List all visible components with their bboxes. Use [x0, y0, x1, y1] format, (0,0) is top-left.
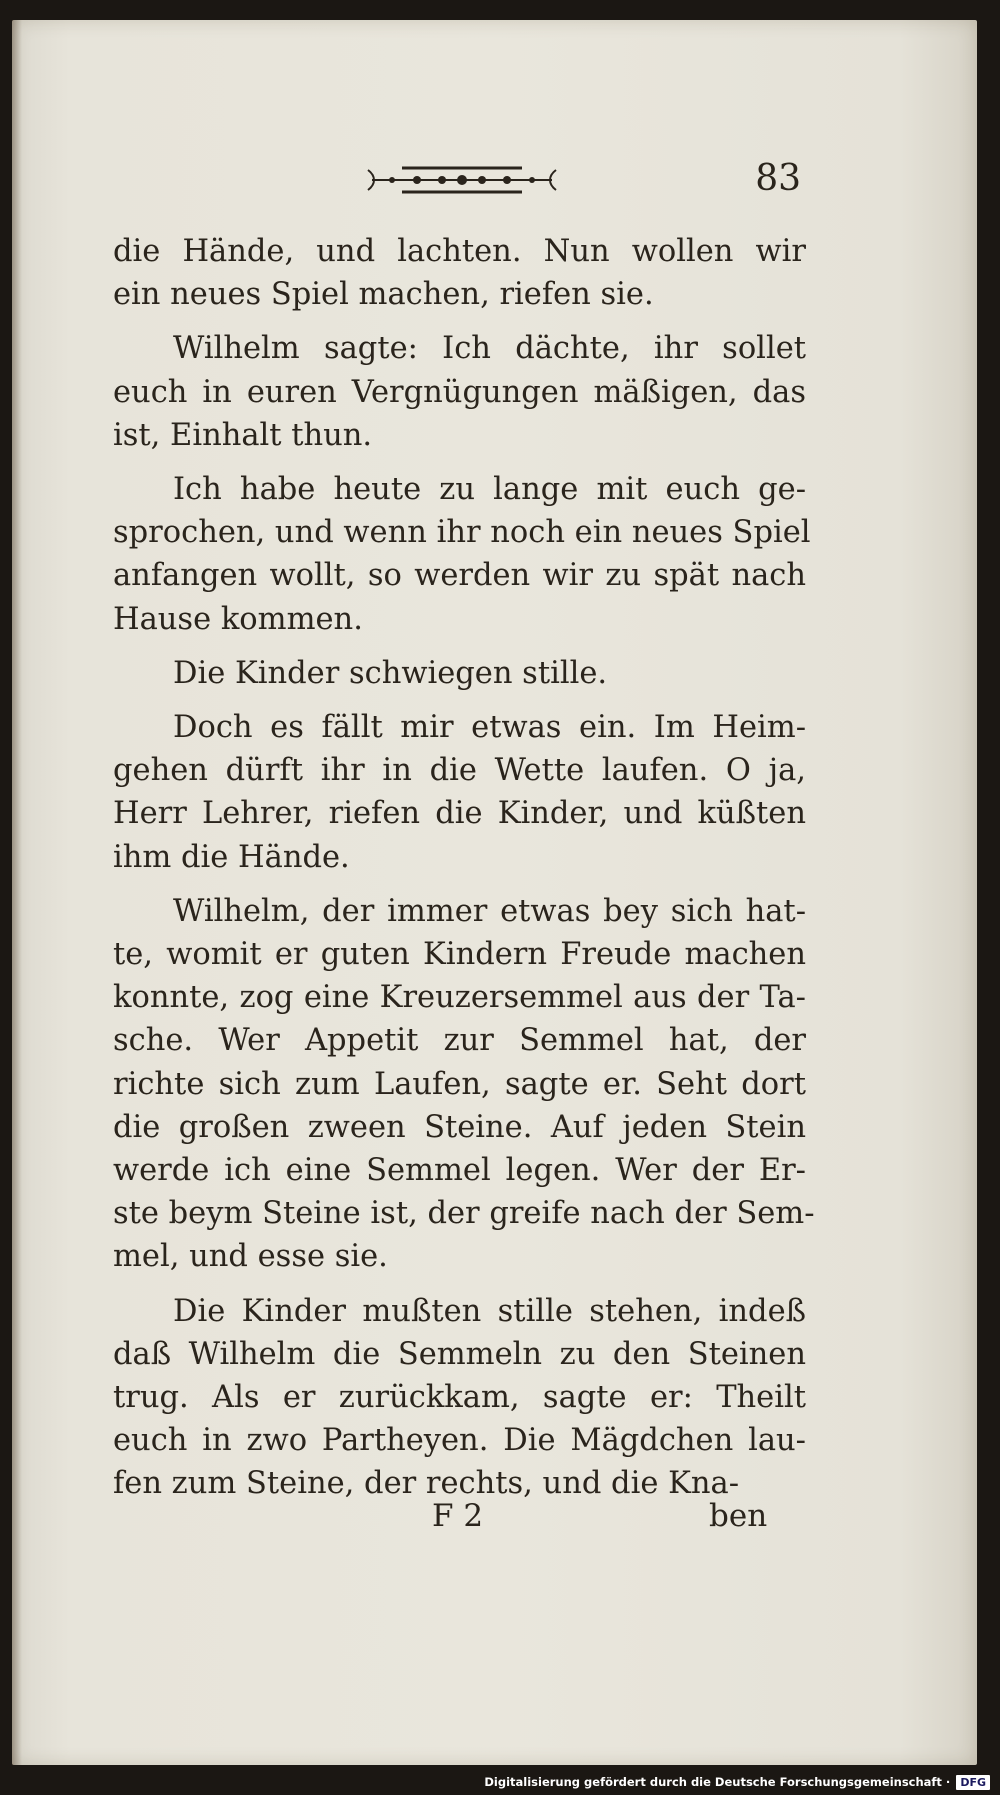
text-line: te, womit er guten Kindern Freude machen	[113, 937, 806, 973]
text-line: ist, Einhalt thun.	[113, 417, 373, 453]
attribution-bar	[484, 1771, 990, 1793]
text-line: ihm die Hände.	[113, 839, 350, 875]
text-line: Hause kommen.	[113, 601, 363, 637]
dfg-logo: DFG	[956, 1775, 990, 1790]
paragraph	[113, 230, 806, 316]
text-line: richte sich zum Laufen, sagte er. Seht dort	[113, 1066, 806, 1102]
paragraph	[113, 706, 806, 879]
page-header	[12, 148, 977, 208]
text-line: sprochen, und wenn ihr noch ein neues Spiel	[113, 515, 811, 551]
text-line: Doch es fällt mir etwas ein. Im Heim-	[173, 710, 806, 746]
text-line: Wilhelm sagte: Ich dächte, ihr sollet	[173, 331, 806, 367]
text-line: fen zum Steine, der rechts, und die Kna-	[113, 1466, 739, 1502]
paragraph	[113, 468, 811, 641]
text-line: euch in euren Vergnügungen mäßigen, das	[113, 374, 806, 410]
text-line: euch in zwo Partheyen. Die Mägdchen lau-	[113, 1423, 806, 1459]
header-ornament	[362, 162, 562, 198]
text-line: mel, und esse sie.	[113, 1239, 388, 1275]
text-line: sche. Wer Appetit zur Semmel hat, der	[113, 1023, 806, 1059]
page-number: 83	[755, 158, 801, 199]
text-line: ste beym Steine ist, der greife nach der Sem-	[113, 1196, 815, 1232]
text-line: die Hände, und lachten. Nun wollen wir	[113, 234, 806, 269]
paragraph	[113, 652, 806, 695]
paragraph	[113, 327, 806, 457]
text-line: werde ich eine Semmel legen. Wer der Er-	[113, 1153, 806, 1189]
text-line: Die Kinder mußten stille stehen, indeß	[173, 1293, 806, 1329]
text-line: die großen zween Steine. Auf jeden Stein	[113, 1109, 806, 1145]
catchword: ben	[709, 1498, 768, 1534]
text-line: anfangen wollt, so werden wir zu spät nach	[113, 558, 806, 594]
paragraph	[113, 890, 815, 1279]
text-line: Ich habe heute zu lange mit euch ge-	[173, 472, 806, 508]
page-footer	[12, 1498, 977, 1548]
text-line: trug. Als er zurückkam, sagte er: Theilt	[113, 1380, 806, 1416]
signature-mark: F 2	[432, 1498, 484, 1534]
text-line: ein neues Spiel machen, riefen sie.	[113, 277, 654, 313]
text-line: konnte, zog eine Kreuzersemmel aus der Ta-	[113, 980, 806, 1016]
text-line: Die Kinder schwiegen stille.	[173, 655, 608, 691]
text-line: gehen dürft ihr in die Wette laufen. O ja,	[113, 753, 806, 789]
text-line: Herr Lehrer, riefen die Kinder, und küßten	[113, 796, 806, 832]
text-line: daß Wilhelm die Semmeln zu den Steinen	[113, 1336, 806, 1372]
body-text	[113, 230, 815, 1517]
book-page	[12, 20, 977, 1765]
attribution-text: Digitalisierung gefördert durch die Deutsche Forschungsgemeinschaft ·	[484, 1775, 951, 1789]
text-line: Wilhelm, der immer etwas bey sich hat-	[173, 893, 806, 929]
paragraph	[113, 1290, 806, 1506]
